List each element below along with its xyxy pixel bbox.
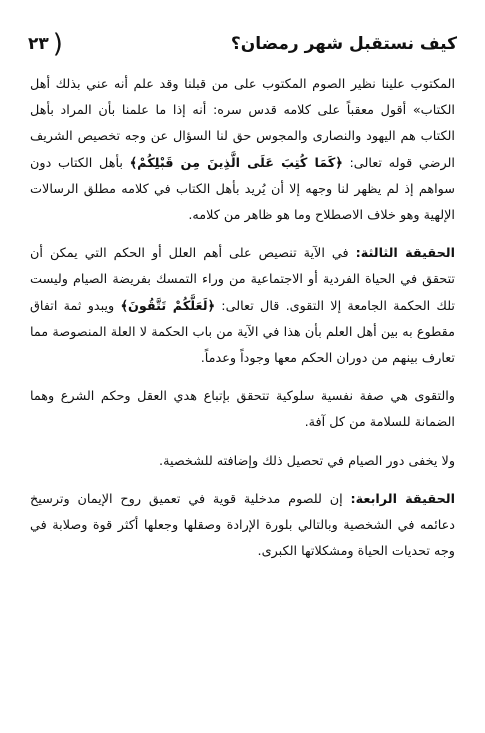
paragraph-2-text-a: في الآية تنصيص على أهم العلل أو الحكم التي يمكن أن تتحقق في الحياة الفردية أو الاجتماعية من وراء التمسك بفريضة الصيام وليست تلك الحكمة الجامعة إلا التقوى. قال تعالى: [30, 246, 455, 314]
paragraph-4-text: ولا يخفى دور الصيام في تحصيل ذلك وإضافته للشخصية. [159, 453, 455, 469]
page-header [28, 28, 457, 60]
paragraph-3 [30, 384, 455, 436]
page-number-bracket: ) [52, 29, 63, 59]
paragraph-5 [30, 487, 455, 566]
paragraph-1-text-a: المكتوب علينا نظير الصوم المكتوب على من قبلنا وقد علم أنه عني بذلك أهل الكتاب» أقول معقباً على كلامه قدس سره: أنه إذا ما علمنا بأن المراد بأهل الكتاب هم اليهود والنصارى والمجوس حق لنا السؤال عن وجه تخصيص الشريف الرضي قوله تعالى: [30, 77, 455, 171]
page-number: ٢٣ [28, 34, 49, 54]
page-number-block [28, 31, 63, 57]
paragraph-5-text: إن للصوم مدخلية قوية في تعميق روح الإيمان وترسيخ دعائمه في الشخصية وبالتالي بلورة الإرادة وصقلها وجعلها أكثر قوة وصلابة في وجه تحديات الحياة ومشكلاتها الكبرى. [30, 491, 455, 560]
paragraph-2-text-b: ويبدو ثمة اتفاق مقطوع به بين أهل العلم بأن هذا في الآية من باب الحكمة لا العلة المنصوصة مما تعارف بينهم من دوران الحكم معها وجوداً وعدماً. [30, 298, 455, 367]
paragraph-2 [30, 241, 455, 372]
heading-fourth-truth: الحقيقة الرابعة: [350, 491, 455, 507]
paragraph-3-text: والتقوى هي صفة نفسية سلوكية تتحقق بإتباع هدي العقل وحكم الشرع وهما الضمانة للسلامة من كل آفة. [30, 389, 455, 431]
paragraph-4 [30, 449, 455, 475]
quran-verse-1: ﴿كَمَا كُتِبَ عَلَى الَّذِينَ مِن قَبْلِكُمْ﴾ [129, 155, 343, 171]
quran-verse-2: ﴿لَعَلَّكُمْ تَتَّقُونَ﴾ [120, 298, 216, 314]
running-title: كيف نستقبل شهر رمضان؟ [230, 34, 457, 54]
heading-third-truth: الحقيقة الثالثة: [355, 246, 455, 262]
paragraph-1-text-b: بأهل الكتاب دون سواهم إذ لم يظهر لنا وجهه إلا أن يُريد بأهل الكتاب في كلامه مطلق الرسالات الإلهية وهو خلاف الاصطلاح وما هو ظاهر من كلامه. [30, 155, 455, 224]
body-text [30, 72, 455, 565]
paragraph-1 [30, 72, 455, 229]
